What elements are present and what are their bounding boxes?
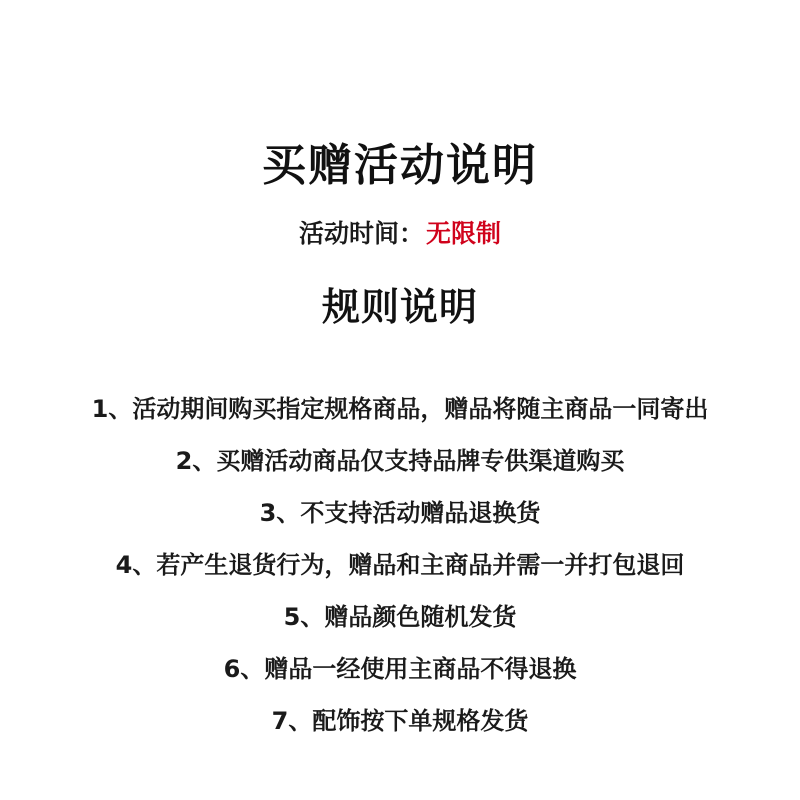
activity-period-value: 无限制	[426, 218, 502, 248]
rules-list	[0, 394, 800, 736]
rule-item: 1、活动期间购买指定规格商品，赠品将随主商品一同寄出	[91, 394, 709, 423]
rule-item: 5、赠品颜色随机发货	[283, 602, 517, 631]
rule-item: 4、若产生退货行为，赠品和主商品并需一并打包退回	[115, 550, 685, 579]
activity-period	[299, 219, 501, 249]
rule-item: 2、买赠活动商品仅支持品牌专供渠道购买	[175, 446, 625, 475]
activity-period-label: 活动时间：	[298, 218, 424, 248]
rule-item: 3、不支持活动赠品退换货	[259, 498, 541, 527]
rules-heading: 规则说明	[321, 284, 478, 329]
rule-item: 7、配饰按下单规格发货	[271, 706, 529, 735]
page-title: 买赠活动说明	[262, 140, 538, 191]
rule-item: 6、赠品一经使用主商品不得退换	[223, 654, 577, 683]
